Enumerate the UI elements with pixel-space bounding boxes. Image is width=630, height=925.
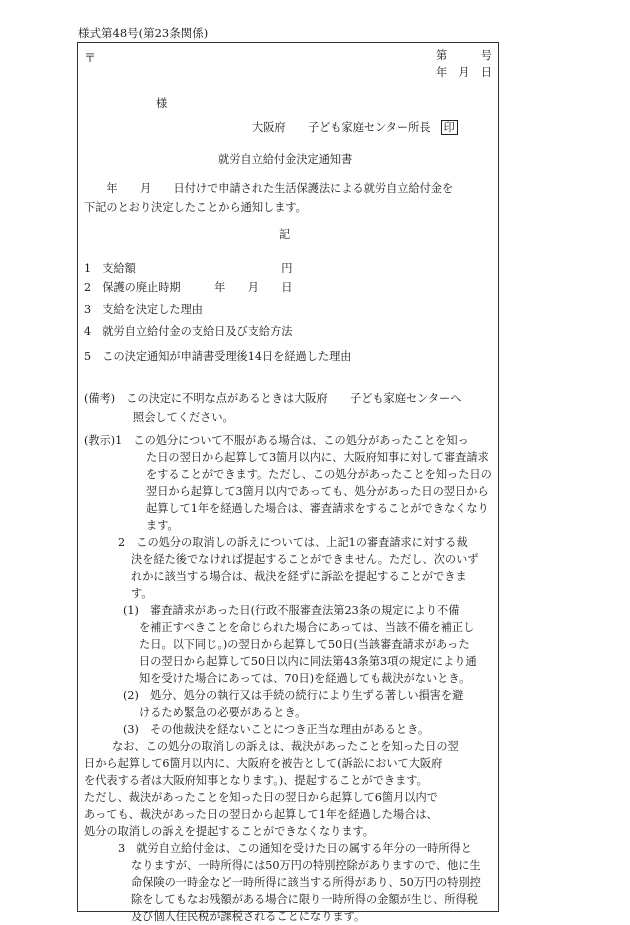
instruction-line: なりますが、一時所得には50万円の特別控除がありますので、他に生 (131, 859, 481, 872)
seal-mark: 印 (441, 120, 458, 135)
instruction-line: た日。以下同じ。)の翌日から起算して50日(当該審査請求があった (139, 638, 470, 651)
instruction-line: (教示)1 この処分について不服がある場合は、この処分があったことを知っ (84, 434, 469, 447)
instruction-line: 知を受けた場合にあっては、70日)を経過しても裁決がないとき。 (139, 672, 471, 685)
instruction-line: けるため緊急の必要があるとき。 (139, 706, 307, 719)
instruction-line: 日から起算して6箇月以内に、大阪府を被告として(訴訟において大阪府 (84, 757, 443, 770)
instruction-line: 2 この処分の取消しの訴えについては、上記1の審査請求に対する裁 (118, 536, 468, 549)
document-title: 就労自立給付金決定通知書 (218, 153, 353, 166)
instruction-line: 処分の取消しの訴えを提起することができなくなります。 (84, 825, 374, 838)
item-3: 3 支給を決定した理由 (84, 303, 203, 316)
issuer (252, 120, 458, 135)
instruction-2 (118, 534, 496, 602)
instruction-2-sub-1 (123, 602, 496, 687)
instruction-line: 及び個人住民税が課税されることになります。 (131, 910, 366, 923)
remarks-line: (備考) この決定に不明な点があるときは大阪府 子ども家庭センターへ (84, 392, 462, 405)
item-2: 2 保護の廃止時期 年 月 日 (84, 281, 293, 294)
document-number: 第 号 (436, 49, 492, 62)
instruction-1 (84, 432, 496, 534)
instruction-line: 日の翌日から起算して50日以内に同法第43条第3項の規定により通 (139, 655, 477, 668)
instruction-line: 3 就労自立給付金は、この通知を受けた日の属する年分の一時所得と (118, 842, 472, 855)
ki-heading: 記 (279, 228, 291, 241)
item-4: 4 就労自立給付金の支給日及び支給方法 (84, 325, 293, 338)
form-number: 様式第48号(第23条関係) (78, 26, 209, 40)
intro-paragraph (84, 179, 494, 217)
instruction-line: 除をしてもなお残額がある場合に限り一時所得の金額が生じ、所得税 (131, 893, 478, 906)
instruction-line: す。 (131, 587, 153, 600)
instruction-2-sub-2 (123, 687, 496, 721)
instruction-line: ます。 (146, 519, 179, 532)
instruction-line: 起算して1年を経過した場合は、審査請求をすることができなくなり (146, 502, 489, 515)
instruction-line: 決を経た後でなければ提起することができません。ただし、次のいず (131, 553, 479, 566)
remarks (84, 389, 496, 427)
instruction-line: (1) 審査請求があった日(行政不服審査法第23条の規定により不備 (123, 604, 460, 617)
instruction-line: れかに該当する場合は、裁決を経ずに訴訟を提起することができま (131, 570, 467, 583)
instruction-line: を補正すべきことを命じられた場合にあっては、当該不備を補正し (139, 621, 475, 634)
instruction-line: あっても、裁決があった日の翌日から起算して1年を経過した場合は、 (84, 808, 438, 821)
postal-mark: 〒 (84, 51, 97, 65)
issue-date: 年 月 日 (436, 66, 492, 79)
instruction-line: (2) 処分、処分の執行又は手続の続行により生ずる著しい損害を避 (123, 689, 464, 702)
instruction-line: た日の翌日から起算して3箇月以内に、大阪府知事に対して審査請求 (146, 451, 489, 464)
instruction-line: 翌日から起算して3箇月以内であっても、処分があった日の翌日から (146, 485, 489, 498)
instruction-line: を代表する者は大阪府知事となります。)、提起することができます。 (84, 774, 428, 787)
instruction-line: 命保険の一時金など一時所得に該当する所得があり、50万円の特別控 (131, 876, 481, 889)
instruction-line: をすることができます。ただし、この処分があったことを知った日の (146, 468, 492, 481)
instruction-2-note (84, 738, 496, 840)
instruction-3 (118, 840, 496, 925)
item-5: 5 この決定通知が申請書受理後14日を経過した理由 (84, 350, 352, 363)
addressee: 様 (156, 97, 168, 110)
intro-line: 下記のとおり決定したことから通知します。 (84, 201, 307, 214)
instruction-line: ただし、裁決があったことを知った日の翌日から起算して6箇月以内で (84, 791, 438, 804)
item-1: 1 支給額 円 (84, 262, 293, 275)
instruction-2-sub-3 (123, 721, 496, 738)
instruction-line: なお、この処分の取消しの訴えは、裁決があったことを知った日の翌 (112, 740, 459, 753)
remarks-line: 照会してください。 (133, 411, 234, 424)
intro-line: 年 月 日付けで申請された生活保護法による就労自立給付金を (84, 182, 454, 195)
issuer-name: 大阪府 子ども家庭センター所長 (252, 121, 431, 134)
instruction-line: (3) その他裁決を経ないことにつき正当な理由があるとき。 (123, 723, 430, 736)
